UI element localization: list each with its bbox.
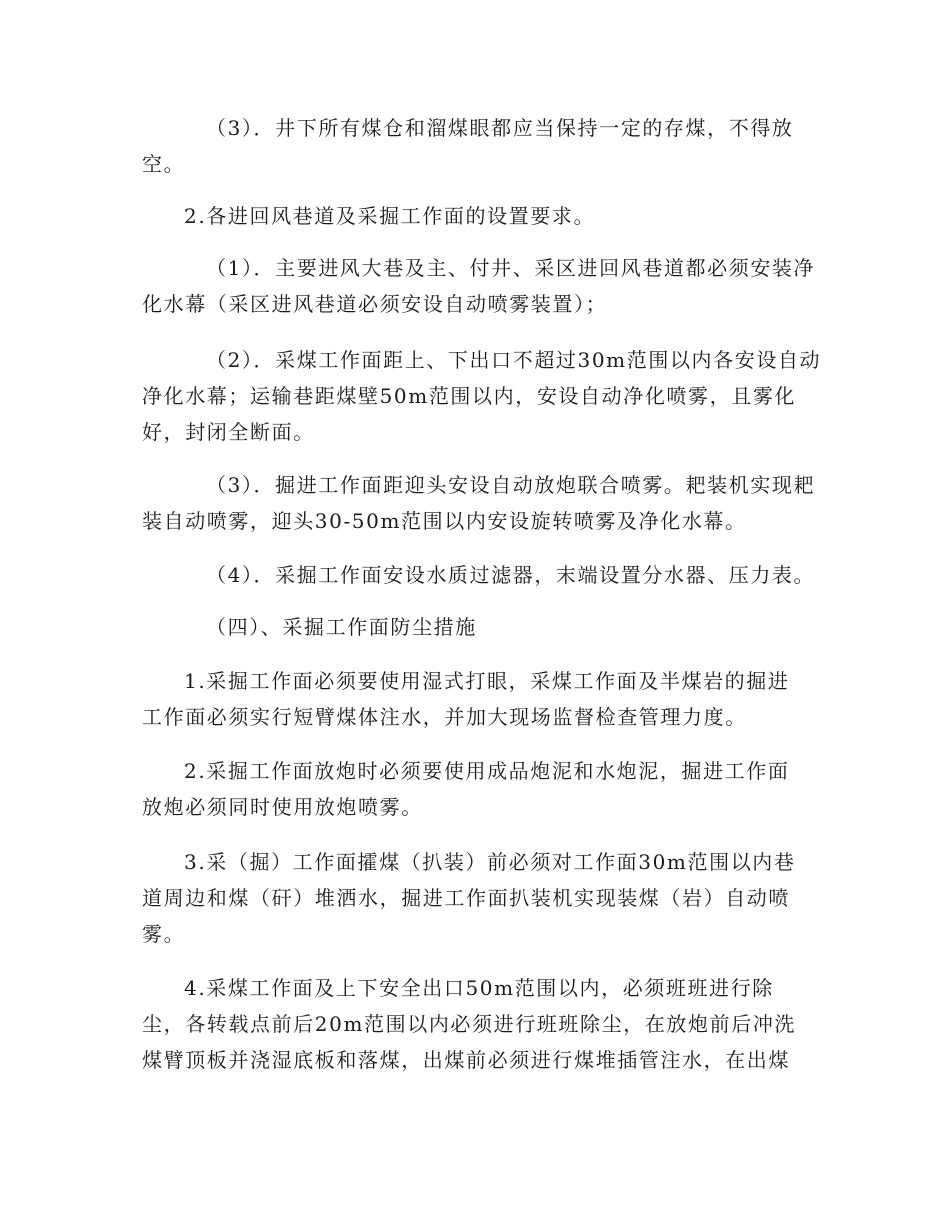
paragraph-line: （3）．掘进工作面距迎头安设自动放炮联合喷雾。耙装机实现耙 bbox=[206, 473, 816, 497]
paragraph-line: 好，封闭全断面。 bbox=[142, 420, 315, 444]
paragraph-water-filter bbox=[142, 557, 816, 593]
paragraph-line: 工作面必须实行短臂煤体注水，并加大现场监督检查管理力度。 bbox=[142, 705, 747, 729]
paragraph-line: （四）、采掘工作面防尘措施 bbox=[206, 615, 477, 639]
paragraph-blasting-stemming bbox=[142, 753, 808, 825]
paragraph-line: 道周边和煤（矸）堆洒水，掘进工作面扒装机实现装煤（岩）自动喷 bbox=[142, 886, 790, 910]
paragraph-line: （3）．井下所有煤仓和溜煤眼都应当保持一定的存煤，不得放 bbox=[206, 116, 794, 140]
paragraph-line: 雾。 bbox=[142, 922, 186, 946]
paragraph-line: 1.采掘工作面必须要使用湿式打眼，采煤工作面及半煤岩的掘进 bbox=[184, 669, 790, 693]
paragraph-shift-dust-removal bbox=[142, 970, 808, 1078]
paragraph-coal-face-water-curtain bbox=[142, 342, 822, 450]
paragraph-line: 放炮必须同时使用放炮喷雾。 bbox=[142, 795, 423, 819]
paragraph-watering-before-loading bbox=[142, 844, 808, 952]
paragraph-heading-face-spray bbox=[142, 467, 816, 539]
paragraph-line: 2.采掘工作面放炮时必须要使用成品炮泥和水炮泥，掘进工作面 bbox=[184, 759, 790, 783]
paragraph-line: 3.采（掘）工作面攉煤（扒装）前必须对工作面30m范围以内巷 bbox=[184, 850, 796, 874]
paragraph-line: 净化水幕；运输巷距煤壁50m范围以内，安设自动净化喷雾，且雾化 bbox=[142, 384, 797, 408]
paragraph-line: 4.采煤工作面及上下安全出口50m范围以内，必须班班进行除 bbox=[184, 976, 774, 1000]
paragraph-wet-drilling bbox=[142, 663, 808, 735]
paragraph-line: 尘，各转载点前后20m范围以内必须进行班班除尘，在放炮前后冲洗 bbox=[142, 1012, 797, 1036]
paragraph-line: （1）．主要进风大巷及主、付井、采区进回风巷道都必须安装净 bbox=[206, 256, 816, 280]
section-heading-airway-requirements bbox=[142, 198, 808, 234]
paragraph-line: 空。 bbox=[142, 152, 186, 176]
paragraph-main-intake-water-curtain bbox=[142, 250, 816, 322]
paragraph-line: （4）．采掘工作面安设水质过滤器，末端设置分水器、压力表。 bbox=[206, 563, 816, 587]
paragraph-line: （2）．采煤工作面距上、下出口不超过30m范围以内各安设自动 bbox=[206, 348, 822, 372]
section-heading-dust-prevention bbox=[142, 609, 808, 645]
paragraph-line: 装自动喷雾，迎头30-50m范围以内安设旋转喷雾及净化水幕。 bbox=[142, 509, 747, 533]
paragraph-coal-bunker-reserve bbox=[142, 110, 808, 182]
paragraph-line: 化水幕（采区进风巷道必须安设自动喷雾装置）； bbox=[142, 292, 608, 316]
paragraph-line: 2.各进回风巷道及采掘工作面的设置要求。 bbox=[184, 204, 596, 228]
paragraph-line: 煤臂顶板并浇湿底板和落煤，出煤前必须进行煤堆插管注水，在出煤 bbox=[142, 1048, 790, 1072]
